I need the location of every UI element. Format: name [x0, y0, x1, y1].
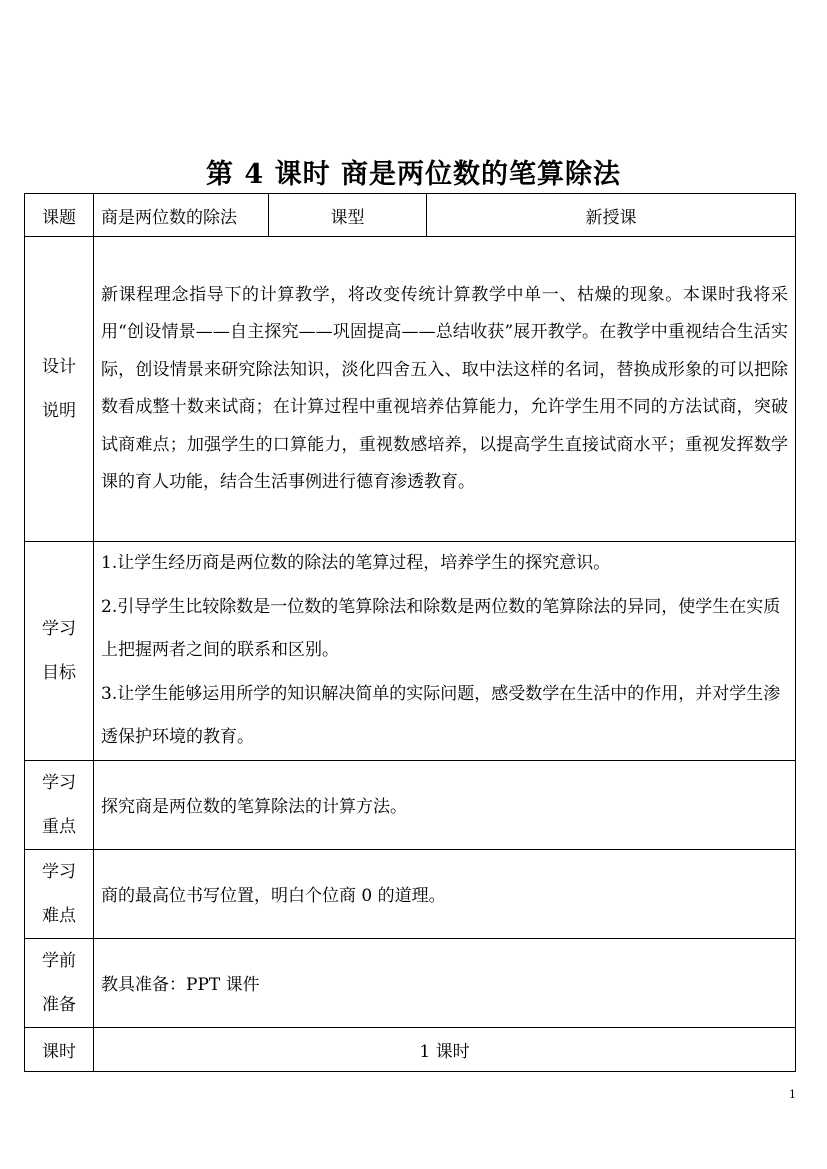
objective-item-3: 3.让学生能够运用所学的知识解决简单的实际问题，感受数学在生活中的作用，并对学生渗透保护环境的教育。 — [101, 683, 781, 747]
preparation-row — [25, 938, 796, 1027]
objective-item-2: 2.引导学生比较除数是一位数的笔算除法和除数是两位数的笔算除法的异同，使学生在实质上把握两者之间的联系和区别。 — [101, 596, 781, 660]
periods-row — [25, 1027, 796, 1071]
periods-value: 1 课时 — [94, 1027, 796, 1071]
design-label-line-2: 说明 — [42, 401, 76, 421]
page-title: 第 4 课时 商是两位数的笔算除法 — [206, 159, 621, 190]
difficulty-row — [25, 849, 796, 938]
objectives-row — [25, 542, 796, 761]
difficulty-label — [25, 849, 94, 938]
objectives-label-line-1: 学习 — [42, 618, 76, 639]
topic-label: 课题 — [25, 194, 94, 237]
key-point-label-line-1: 学习 — [42, 772, 76, 793]
preparation-label-line-2: 准备 — [42, 994, 76, 1015]
difficulty-label-line-1: 学习 — [42, 861, 76, 882]
topic-value: 商是两位数的除法 — [94, 194, 269, 237]
periods-label: 课时 — [25, 1027, 94, 1071]
type-value: 新授课 — [427, 194, 796, 237]
key-point-text: 探究商是两位数的笔算除法的计算方法。 — [94, 760, 796, 849]
key-point-label — [25, 760, 94, 849]
objective-item-1: 1.让学生经历商是两位数的除法的笔算过程，培养学生的探究意识。 — [101, 553, 611, 573]
design-label — [25, 237, 94, 542]
key-point-row — [25, 760, 796, 849]
objectives-cell — [94, 542, 796, 761]
preparation-label-line-1: 学前 — [42, 950, 76, 971]
lesson-plan-table — [24, 193, 796, 1072]
objectives-label-line-2: 目标 — [42, 662, 76, 683]
design-text: 新课程理念指导下的计算教学，将改变传统计算教学中单一、枯燥的现象。本课时我将采用“创设情景——自主探究——巩固提高——总结收获”展开教学。在教学中重视结合生活实际，创设情景来研究除法知识，淡化四舍五入、取中法这样的名词，替换成形象的可以把除数看成整十数来试商；在计算过程中重视培养估算能力，允许学生用不同的方法试商，突破试商难点；加强学生的口算能力，重视数感培养，以提高学生直接试商水平；重视发挥数学课的育人功能，结合生活事例进行德育渗透教育。 — [94, 237, 796, 542]
preparation-label — [25, 938, 94, 1027]
design-row — [25, 237, 796, 542]
difficulty-label-line-2: 难点 — [42, 905, 76, 926]
preparation-text: 教具准备：PPT 课件 — [94, 938, 796, 1027]
design-label-line-1: 设计 — [42, 357, 76, 377]
objectives-label — [25, 542, 94, 761]
header-row — [25, 194, 796, 237]
page-number: 1 — [789, 1088, 796, 1101]
type-label: 课型 — [269, 194, 427, 237]
key-point-label-line-2: 重点 — [42, 816, 76, 837]
difficulty-text: 商的最高位书写位置，明白个位商 0 的道理。 — [94, 849, 796, 938]
